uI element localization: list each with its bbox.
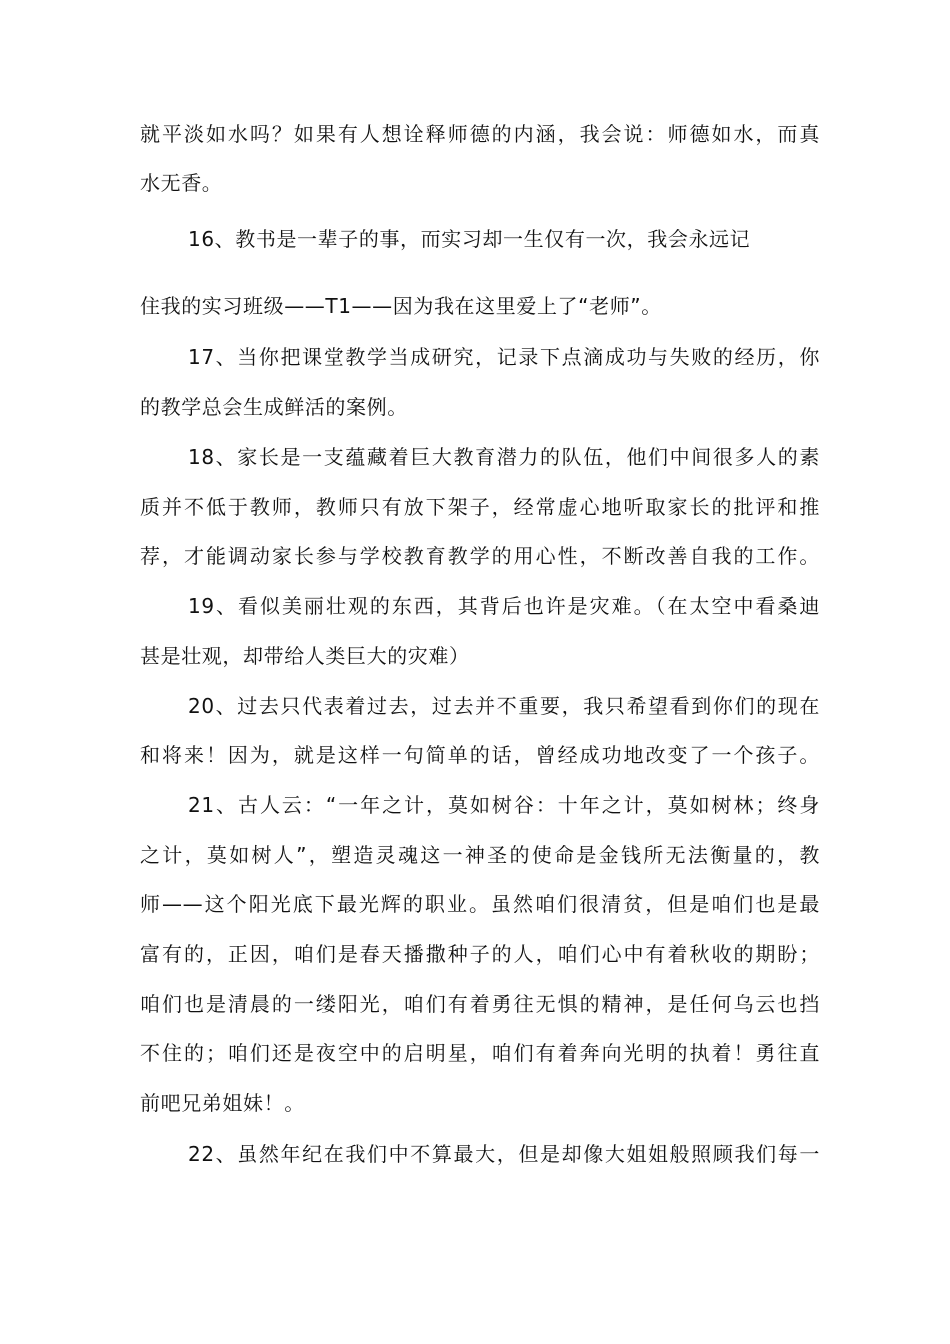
text-line: 21、古人云：“一年之计，莫如树谷：十年之计，莫如树林；终身 xyxy=(188,793,820,817)
text-line: 17、当你把课堂教学当成研究，记录下点滴成功与失败的经历，你 xyxy=(188,345,820,369)
text-line: 富有的，正因，咱们是春天播撒种子的人，咱们心中有着秋收的期盼； xyxy=(140,942,820,966)
text-line: 不住的；咱们还是夜空中的启明星，咱们有着奔向光明的执着！勇往直 xyxy=(140,1041,820,1065)
text-line: 22、虽然年纪在我们中不算最大，但是却像大姐姐般照顾我们每一 xyxy=(188,1142,820,1166)
text-line: 咱们也是清晨的一缕阳光，咱们有着勇往无惧的精神，是任何乌云也挡 xyxy=(140,992,820,1016)
text-line: 19、看似美丽壮观的东西，其背后也许是灾难。（在太空中看桑迪 xyxy=(188,594,820,618)
text-line: 20、过去只代表着过去，过去并不重要，我只希望看到你们的现在 xyxy=(188,694,820,718)
text-line: 18、家长是一支蕴藏着巨大教育潜力的队伍，他们中间很多人的素 xyxy=(188,445,820,469)
text-line: 的教学总会生成鲜活的案例。 xyxy=(140,395,408,419)
text-line: 之计，莫如树人”，塑造灵魂这一神圣的使命是金钱所无法衡量的，教 xyxy=(140,843,820,867)
text-line: 住我的实习班级——T1——因为我在这里爱上了“老师”。 xyxy=(140,294,662,318)
text-line: 荐，才能调动家长参与学校教育教学的用心性，不断改善自我的工作。 xyxy=(140,544,820,568)
text-line: 水无香。 xyxy=(140,171,223,195)
text-line: 和将来！因为，就是这样一句简单的话，曾经成功地改变了一个孩子。 xyxy=(140,743,820,767)
text-line: 就平淡如水吗？如果有人想诠释师德的内涵，我会说：师德如水，而真 xyxy=(140,122,820,146)
text-line: 甚是壮观，却带给人类巨大的灾难） xyxy=(140,644,470,668)
text-line: 师——这个阳光底下最光辉的职业。虽然咱们很清贫，但是咱们也是最 xyxy=(140,892,820,916)
text-line: 前吧兄弟姐妹！。 xyxy=(140,1091,305,1115)
text-line: 质并不低于教师，教师只有放下架子，经常虚心地听取家长的批评和推 xyxy=(140,495,820,519)
text-line: 16、教书是一辈子的事，而实习却一生仅有一次，我会永远记 xyxy=(188,227,751,251)
